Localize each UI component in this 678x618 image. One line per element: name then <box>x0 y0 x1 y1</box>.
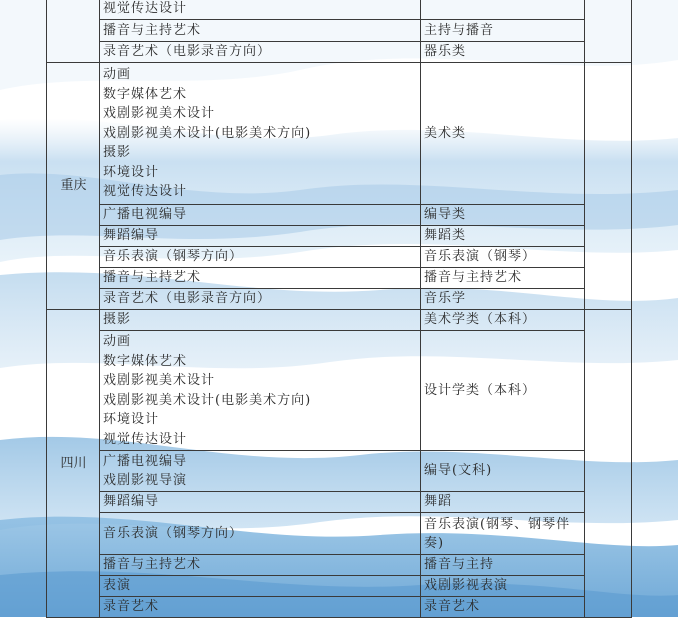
category-name: 主持与播音 <box>424 22 495 38</box>
major-category-table <box>46 0 632 618</box>
major-cell <box>100 576 421 597</box>
major-name: 摄影 <box>103 145 132 161</box>
category-name: 音乐表演（钢琴） <box>424 249 537 265</box>
category-name: 舞蹈类 <box>424 228 467 244</box>
major-name: 视觉传达设计 <box>103 184 188 200</box>
category-name: 编导类 <box>424 207 467 223</box>
table-row <box>47 310 632 331</box>
category-name: 音乐学 <box>424 291 467 307</box>
major-name: 数字媒体艺术 <box>103 86 188 102</box>
major-cell <box>100 331 421 451</box>
table-row <box>47 205 632 226</box>
major-name: 录音艺术（电影录音方向） <box>103 44 272 60</box>
province-name: 四川 <box>60 455 87 471</box>
category-cell <box>421 451 585 492</box>
category-cell <box>421 205 585 226</box>
category-cell <box>421 0 585 20</box>
major-cell <box>100 247 421 268</box>
major-cell <box>100 513 421 555</box>
major-name: 数字媒体艺术 <box>103 353 188 369</box>
major-name: 广播电视编导 <box>103 207 188 223</box>
major-cell <box>100 205 421 226</box>
table-row <box>47 597 632 618</box>
category-cell <box>421 513 585 555</box>
major-cell <box>100 226 421 247</box>
major-cell <box>100 310 421 331</box>
province-cell <box>47 310 100 618</box>
category-name: 音乐表演(钢琴、钢琴伴奏) <box>424 516 571 551</box>
major-name: 环境设计 <box>103 412 160 427</box>
major-name: 广播电视编导 <box>103 453 188 469</box>
category-name: 美术类 <box>424 125 467 141</box>
table-row <box>47 331 632 451</box>
category-cell <box>421 492 585 513</box>
major-name: 音乐表演（钢琴方向） <box>103 249 244 265</box>
major-cell <box>100 0 421 20</box>
category-cell <box>421 576 585 597</box>
category-cell <box>421 63 585 205</box>
major-name: 环境设计 <box>103 164 160 180</box>
category-cell <box>421 42 585 63</box>
blank-cell <box>585 0 632 63</box>
major-name: 动画 <box>103 67 132 83</box>
table-row <box>47 20 632 42</box>
category-name: 舞蹈 <box>424 494 453 510</box>
major-name: 视觉传达设计 <box>103 1 188 17</box>
major-name: 播音与主持艺术 <box>103 557 202 573</box>
table-row <box>47 289 632 310</box>
category-name: 器乐类 <box>424 44 467 60</box>
major-name: 录音艺术 <box>103 599 160 615</box>
category-cell <box>421 226 585 247</box>
major-name: 戏剧影视美术设计 <box>103 106 216 122</box>
category-name: 设计学类（本科） <box>424 382 537 398</box>
category-name: 播音与主持 <box>424 557 495 573</box>
table-row <box>47 42 632 63</box>
table-row <box>47 247 632 268</box>
major-cell <box>100 63 421 205</box>
category-name: 美术学类（本科） <box>424 312 537 328</box>
major-name: 戏剧影视美术设计(电影美术方向) <box>103 125 312 141</box>
major-name: 录音艺术（电影录音方向） <box>103 291 272 307</box>
major-cell <box>100 268 421 289</box>
major-name: 播音与主持艺术 <box>103 22 202 38</box>
table-row <box>47 451 632 492</box>
major-cell <box>100 555 421 576</box>
major-name: 舞蹈编导 <box>103 228 160 244</box>
table-row <box>47 555 632 576</box>
major-name: 动画 <box>103 334 132 349</box>
province-name: 重庆 <box>60 178 87 194</box>
major-name: 表演 <box>103 578 132 594</box>
major-cell <box>100 597 421 618</box>
major-name: 戏剧影视美术设计 <box>103 373 216 388</box>
table-row <box>47 268 632 289</box>
blank-cell <box>585 310 632 618</box>
category-name: 录音艺术 <box>424 599 481 615</box>
major-cell <box>100 289 421 310</box>
category-cell <box>421 331 585 451</box>
table-row <box>47 226 632 247</box>
blank-cell <box>585 63 632 310</box>
table-row <box>47 492 632 513</box>
province-cell <box>47 0 100 63</box>
major-name: 视觉传达设计 <box>103 431 188 447</box>
major-name: 戏剧影视美术设计(电影美术方向) <box>103 392 312 408</box>
table-row <box>47 0 632 20</box>
major-name: 戏剧影视导演 <box>103 473 188 488</box>
category-cell <box>421 597 585 618</box>
major-name: 舞蹈编导 <box>103 494 160 510</box>
major-cell <box>100 42 421 63</box>
category-name: 编导(文科) <box>424 463 493 479</box>
category-cell <box>421 247 585 268</box>
major-cell <box>100 492 421 513</box>
category-name: 播音与主持艺术 <box>424 270 523 286</box>
table-row <box>47 63 632 205</box>
major-name: 播音与主持艺术 <box>103 270 202 286</box>
category-name: 戏剧影视表演 <box>424 578 509 594</box>
category-cell <box>421 555 585 576</box>
province-cell <box>47 63 100 310</box>
major-name: 摄影 <box>103 312 132 328</box>
major-cell <box>100 451 421 492</box>
category-cell <box>421 289 585 310</box>
category-cell <box>421 310 585 331</box>
category-cell <box>421 268 585 289</box>
major-cell <box>100 20 421 42</box>
table-row <box>47 576 632 597</box>
table-row <box>47 513 632 555</box>
major-name: 音乐表演（钢琴方向） <box>103 525 244 541</box>
category-cell <box>421 20 585 42</box>
